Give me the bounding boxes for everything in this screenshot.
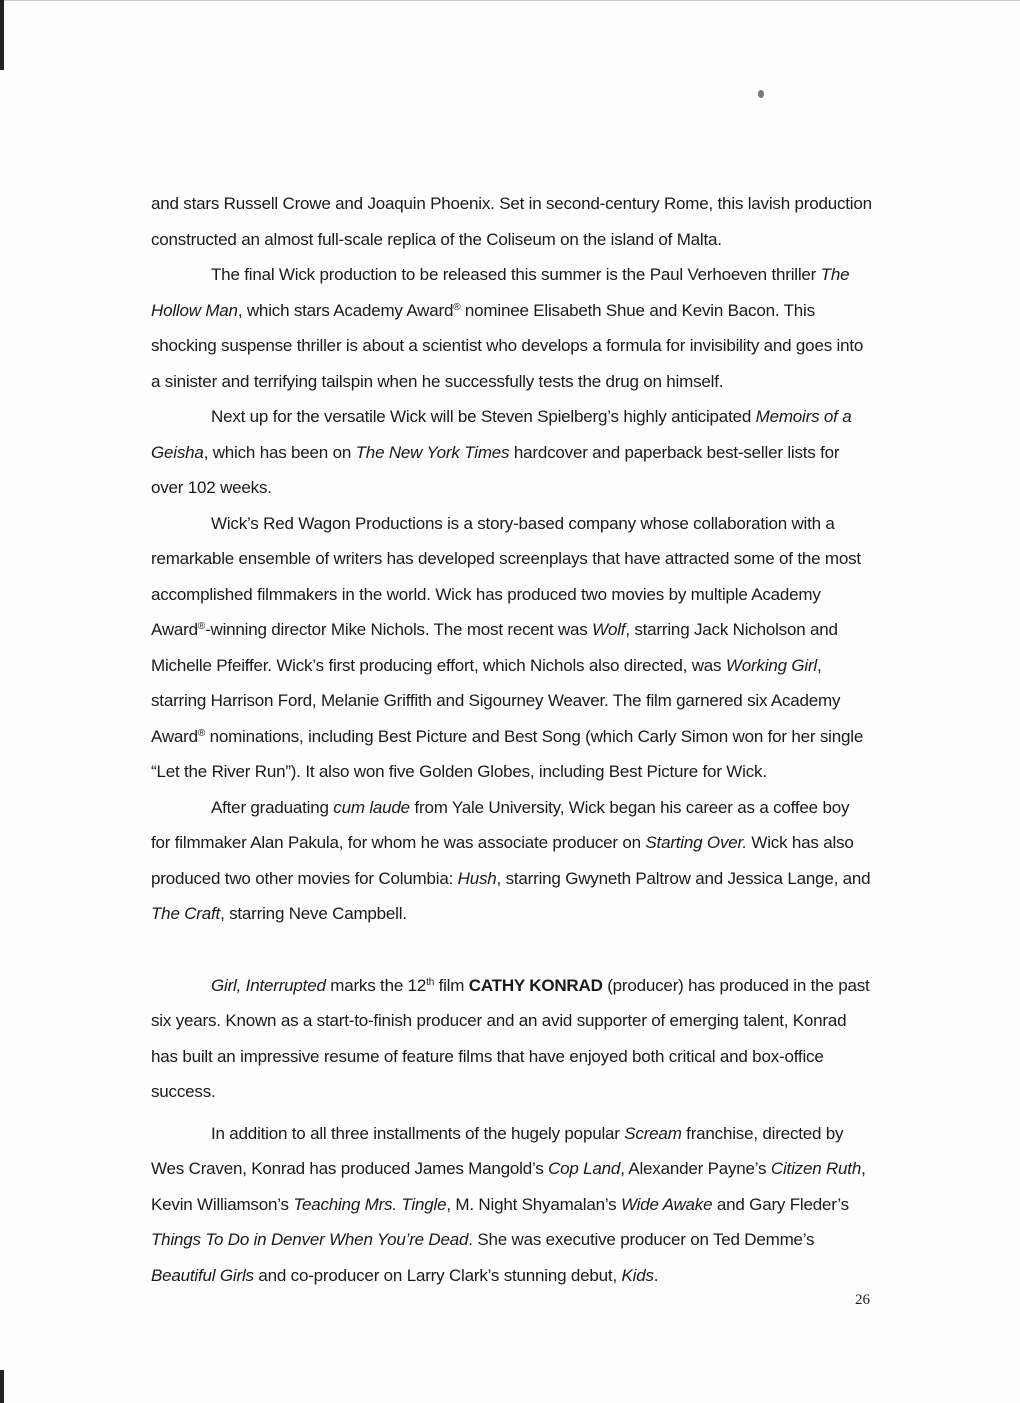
section-gap <box>151 932 873 968</box>
person-name: CATHY KONRAD <box>468 975 603 995</box>
film-title: Beautiful Girls <box>151 1265 254 1285</box>
left-scan-edge <box>0 0 4 70</box>
film-title: Working Girl <box>725 655 817 675</box>
body-text <box>151 186 873 1293</box>
page-number: 26 <box>855 1292 870 1308</box>
film-title: Wolf <box>592 620 626 639</box>
film-title: Things To Do in Denver When You’re Dead <box>151 1230 469 1249</box>
film-title: Hush <box>457 868 497 888</box>
film-title: Scream <box>624 1123 682 1143</box>
film-title: Starting Over. <box>645 833 747 852</box>
registered-mark: ® <box>453 301 461 313</box>
paragraph-konrad-filmography: In addition to all three installments of the hugely popular Scream franchise, directed by Wes Craven, Konrad has produced James Mangold’s Cop Land, Alexander Payne’s Citizen Ruth, Kevin Williamson’s Teaching Mrs. Tingle, M. Night Shyamalan’s Wide Awake and Gary Fleder’s Things To Do in Denver When You’re Dead. She was executive producer on Ted Demme’s Beautiful Girls and co-producer on Larry Clark’s stunning debut, Kids. <box>151 1123 866 1285</box>
paragraph-hollow-man: The final Wick production to be released this summer is the Paul Verhoeven thriller The Hollow Man, which stars Academy Award® nominee Elisabeth Shue and Kevin Bacon. This shocking suspense thriller is about a scientist who develops a formula for invisibility and goes into a sinister and terrifying tailspin when he successfully tests the drug on himself. <box>151 265 864 391</box>
paragraph-red-wagon-productions: Wick’s Red Wagon Productions is a story-based company whose collaboration with a remarkable ensemble of writers has developed screenplays that have attracted some of the most accomplished filmmakers in the world. Wick has produced two movies by multiple Academy Award®-winning director Mike Nichols. The most recent was Wolf, starring Jack Nicholson and Michelle Pfeiffer. Wick’s first producing effort, which Nichols also directed, was Working Girl, starring Harrison Ford, Melanie Griffith and Sigourney Weaver. The film garnered six Academy Award® nominations, including Best Picture and Best Song (which Carly Simon won for her single “Let the River Run”). It also won five Golden Globes, including Best Picture for Wick. <box>151 513 864 781</box>
film-title: Cop Land <box>548 1159 621 1178</box>
film-title: Memoirs of a Geisha <box>151 407 852 462</box>
paragraph-wick-biography: After graduating cum laude from Yale University, Wick began his career as a coffee boy for filmmaker Alan Pakula, for whom he was associate producer on Starting Over. Wick has also produced two other movies for Columbia: Hush, starring Gwyneth Paltrow and Jessica Lange, and The Craft, starring Neve Campbell. <box>151 797 871 923</box>
left-scan-edge-bottom <box>0 1370 4 1403</box>
film-title: Girl, Interrupted <box>211 975 326 995</box>
registered-mark: ® <box>197 727 206 739</box>
ordinal-suffix: th <box>426 976 435 988</box>
page-top-edge <box>0 0 1020 1</box>
film-title: The Craft <box>151 904 221 923</box>
paragraph-gladiator-continued: and stars Russell Crowe and Joaquin Phoenix. Set in second-century Rome, this lavish production constructed an almost full-scale replica of the Coliseum on the island of Malta. <box>151 194 872 249</box>
scan-speck <box>758 90 764 98</box>
latin-phrase: cum laude <box>333 797 410 817</box>
publication-title: The New York Times <box>355 442 510 462</box>
film-title: Citizen Ruth <box>770 1159 862 1178</box>
film-title: Wide Awake <box>620 1194 713 1214</box>
paragraph-cathy-konrad-intro: Girl, Interrupted marks the 12th film CATHY KONRAD (producer) has produced in the past six years. Known as a start-to-finish producer and an avid supporter of emerging talent, Konrad has built an impressive resume of feature films that have enjoyed both critical and box-office success. <box>151 975 870 1101</box>
film-title: Kids <box>621 1265 654 1285</box>
registered-mark: ® <box>197 621 206 632</box>
film-title: The Hollow Man <box>151 265 850 320</box>
film-title: Teaching Mrs. Tingle <box>293 1194 447 1214</box>
paragraph-memoirs-of-a-geisha: Next up for the versatile Wick will be Steven Spielberg’s highly anticipated Memoirs of a Geisha, which has been on The New York Times hardcover and paperback best-seller lists for over 102 weeks. <box>151 407 852 497</box>
